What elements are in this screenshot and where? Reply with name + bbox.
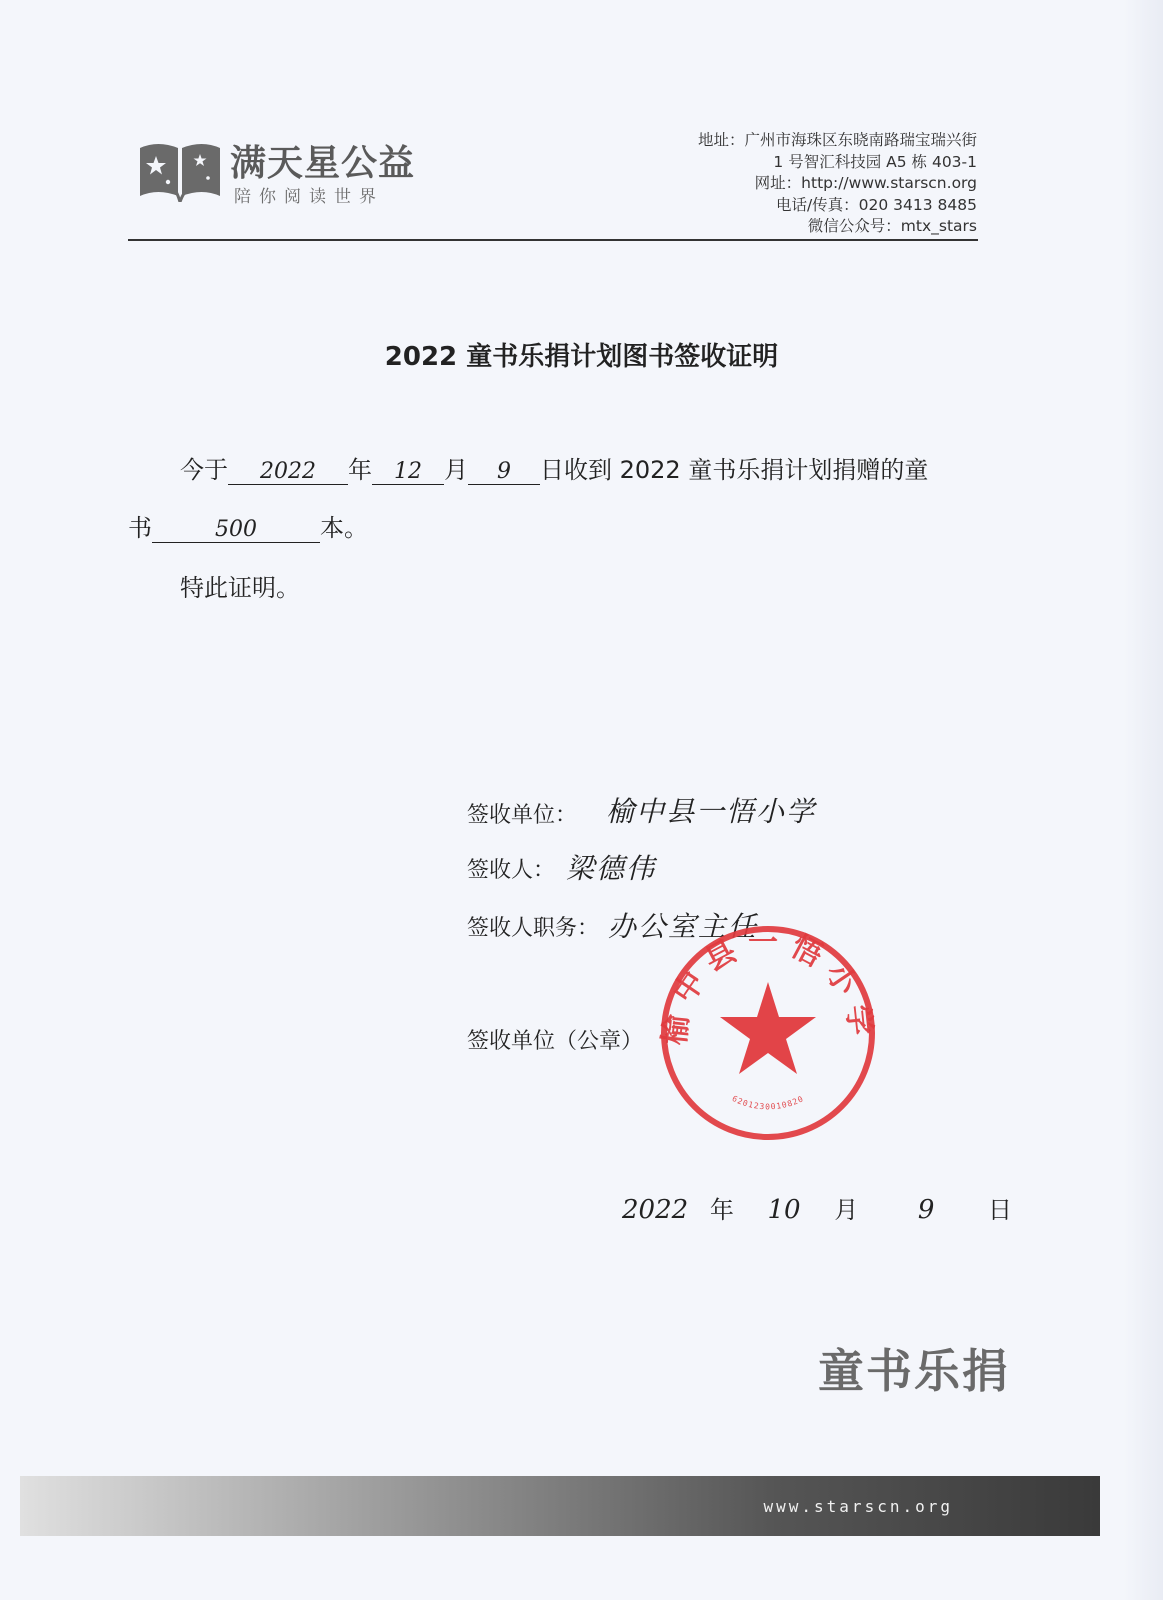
organization-logo: [138, 135, 438, 215]
book-count-handwritten: 500: [215, 517, 257, 542]
campaign-brand-mark: 童书乐捐: [818, 1344, 1010, 1398]
date-row: [622, 1190, 1012, 1225]
p2-prefix: 书: [128, 514, 152, 542]
logo-slogan: 陪你阅读世界: [234, 187, 384, 207]
document-title: 2022 童书乐捐计划图书签收证明: [384, 342, 779, 372]
contact-info: [698, 130, 977, 238]
month-handwritten: 12: [394, 459, 422, 484]
address-line-1: 地址：广州市海珠区东晓南路瑞宝瑞兴街: [697, 131, 977, 149]
person-signature: 梁德伟: [566, 852, 657, 885]
book-star-icon: [138, 140, 222, 202]
scan-edge: [1123, 0, 1163, 1600]
paragraph-3: 特此证明。: [180, 574, 300, 602]
svg-text:6201230010820: [731, 1094, 806, 1111]
logo-name: 满天星公益: [230, 143, 416, 184]
year-blank: [228, 456, 348, 485]
p1-prefix: 今于: [180, 456, 228, 484]
wechat-line: 微信公众号：mtx_stars: [807, 217, 977, 235]
paragraph-1: [180, 450, 928, 485]
date-month-label: 月: [834, 1196, 859, 1224]
seal-number: 6201230010820: [730, 1093, 806, 1112]
date-month-handwritten: 10: [767, 1195, 801, 1225]
p2-suffix: 本。: [320, 514, 368, 542]
day-blank: [468, 456, 540, 485]
year-handwritten: 2022: [260, 459, 316, 484]
unit-label: 签收单位：: [467, 803, 578, 828]
p1-suffix: 日收到 2022 童书乐捐计划捐赠的童: [540, 456, 929, 484]
year-label: 年: [348, 456, 372, 484]
position-label: 签收人职务：: [467, 916, 600, 941]
date-year-label: 年: [709, 1196, 734, 1224]
official-seal-stamp: [657, 922, 879, 1144]
date-year-handwritten: 2022: [622, 1195, 689, 1225]
position-handwritten: 办公室主任: [608, 910, 759, 943]
phone-line: 电话/传真：020 3413 8485: [775, 195, 977, 214]
seal-label: 签收单位（公章）: [467, 1029, 644, 1054]
day-handwritten: 9: [497, 459, 511, 484]
person-label: 签收人：: [467, 858, 556, 883]
month-blank: [372, 456, 444, 485]
website-line: 网址：http://www.starscn.org: [754, 174, 977, 192]
seal-text: 榆中县一悟小学: [657, 925, 879, 1047]
paragraph-2: [128, 508, 368, 543]
header-divider: [128, 239, 978, 241]
month-label: 月: [444, 456, 468, 484]
unit-handwritten: 榆中县一悟小学: [606, 795, 817, 828]
date-day-label: 日: [988, 1196, 1013, 1224]
address-line-2: 1 号智汇科技园 A5 栋 403-1: [773, 152, 977, 171]
date-day-handwritten: 9: [917, 1195, 935, 1225]
count-blank: [152, 514, 320, 543]
footer-url: www.starscn.org: [763, 1497, 953, 1516]
